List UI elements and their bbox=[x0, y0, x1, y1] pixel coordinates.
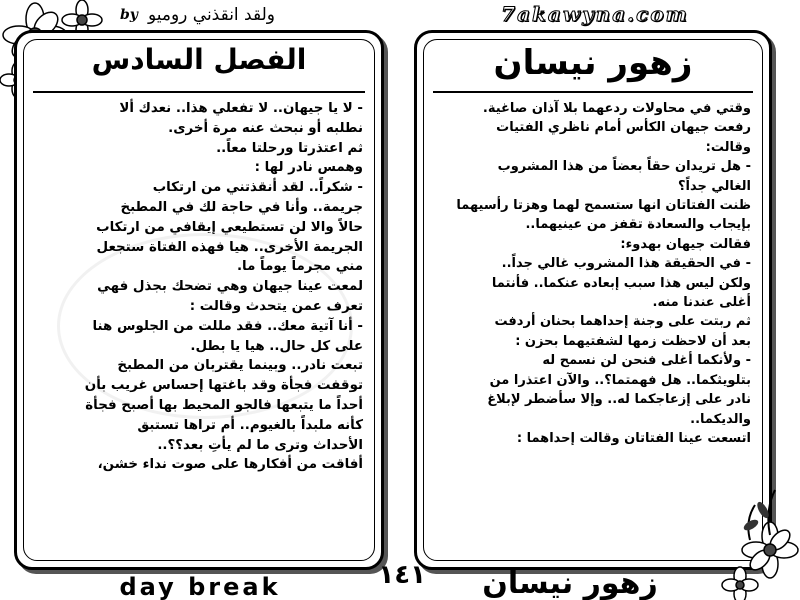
text-line: لمعت عينا جيهان وهي تضحك بجذل فهي bbox=[97, 279, 363, 295]
text-line: نطلبه أو نبحث عنه مرة أخرى. bbox=[168, 120, 363, 136]
text-line: وقالت: bbox=[705, 139, 751, 155]
text-line: وهمس نادر لها : bbox=[254, 160, 363, 176]
book-title: زهور نيسان bbox=[493, 43, 693, 83]
text-line: ولكن ليس هذا سبب إبعاده عنكما.. فأنتما bbox=[491, 275, 751, 291]
text-line: حالاً والا لن تستطيعي إيقافي من ارتكاب bbox=[96, 219, 363, 235]
footer-left-label: day break bbox=[119, 573, 281, 600]
text-line: جريمة.. وأنا في حاجة لك في المطبخ bbox=[120, 199, 363, 215]
text-line: - في الحقيقة هذا المشروب غالي جداً.. bbox=[501, 256, 751, 272]
header-credit-text: ولقد انقذني روميو bbox=[147, 5, 275, 25]
text-line: وقتي في محاولات ردعهما بلا آذان صاغية. bbox=[482, 101, 751, 116]
text-line: - أنا آتية معك.. فقد مللت من الجلوس هنا bbox=[92, 318, 363, 334]
text-line: الأحداث وترى ما لم يأتِ بعد؟؟.. bbox=[157, 437, 363, 453]
text-line: تبعت نادر.. وبينما يقتربان من المطبخ bbox=[117, 358, 363, 374]
page-number: ١٤١ bbox=[378, 560, 426, 590]
title-divider bbox=[433, 91, 753, 93]
text-line: - هل تريدان حقاً بعضاً من هذا المشروب bbox=[497, 159, 751, 175]
text-line: تعرف عمن يتحدث وقالت : bbox=[189, 298, 363, 314]
text-line: مني مجرماً يوماً ما. bbox=[236, 259, 363, 275]
text-line: ظنت الفتاتان انها ستسمح لهما وهزتا رأسيهما bbox=[456, 198, 751, 214]
text-line: كأنه ملبداً بالغيوم.. أم تراها تستبق bbox=[137, 417, 363, 433]
header-by: by bbox=[120, 7, 138, 23]
text-line: - لا يا جيهان.. لا تفعلي هذا.. نعدك ألا bbox=[119, 101, 363, 116]
footer-right-label: زهور نيسان bbox=[482, 566, 658, 600]
text-line: بتلويثكما.. هل فهمتما؟.. والآن اعتذرا من bbox=[489, 372, 751, 388]
text-line: ثم اعتذرتا ورحلتا معاً.. bbox=[216, 140, 363, 156]
text-line: فقالت جيهان بهدوء: bbox=[620, 236, 751, 252]
text-line: توقفت فجأة وقد باغتها إحساس غريب بأن bbox=[84, 378, 363, 394]
header-site: 7akawyna.com bbox=[501, 2, 689, 26]
text-line: الجريمة الأخرى.. هيا فهذه الفتاة ستجعل bbox=[96, 239, 363, 255]
title-divider bbox=[33, 91, 365, 93]
text-line: أغلى عندنا منه. bbox=[652, 295, 751, 311]
left-column bbox=[14, 30, 384, 570]
text-line: على كل حال.. هيا يا بطل. bbox=[190, 338, 363, 354]
text-line: الغالي جداً؟ bbox=[678, 178, 751, 194]
text-line: اتسعت عينا الفتاتان وقالت إحداهما : bbox=[516, 430, 751, 446]
text-line: نادر على إزعاجكما له.. وإلا سأضطر لإبلاغ bbox=[487, 392, 751, 408]
header-credit bbox=[120, 4, 370, 26]
chapter-title: الفصل السادس bbox=[91, 43, 307, 76]
right-column-text bbox=[435, 99, 751, 553]
text-line: بعد أن لاحظت زمها لشفتيهما بحزن : bbox=[515, 333, 751, 349]
text-line: أفاقت من أفكارها على صوت نداء خشن، bbox=[97, 457, 363, 473]
text-line: رفعت جيهان الكأس أمام ناظري الفتيات bbox=[496, 120, 751, 136]
text-line: بإيجاب والسعادة تقفز من عينيهما.. bbox=[525, 217, 751, 233]
text-line: أحداً ما يتبعها فالجو المحيط بها أصبح فجأة bbox=[85, 397, 363, 413]
left-column-text bbox=[35, 99, 363, 553]
text-line: ثم ربتت على وجنة إحداهما بحنان أردفت bbox=[494, 314, 751, 330]
text-line: والديكما.. bbox=[690, 411, 751, 427]
flower-ornament-icon bbox=[715, 480, 800, 600]
text-line: - ولأنكما أغلى فنحن لن نسمح له bbox=[542, 353, 751, 369]
text-line: - شكراً.. لقد أنقذتني من ارتكاب bbox=[152, 180, 363, 196]
